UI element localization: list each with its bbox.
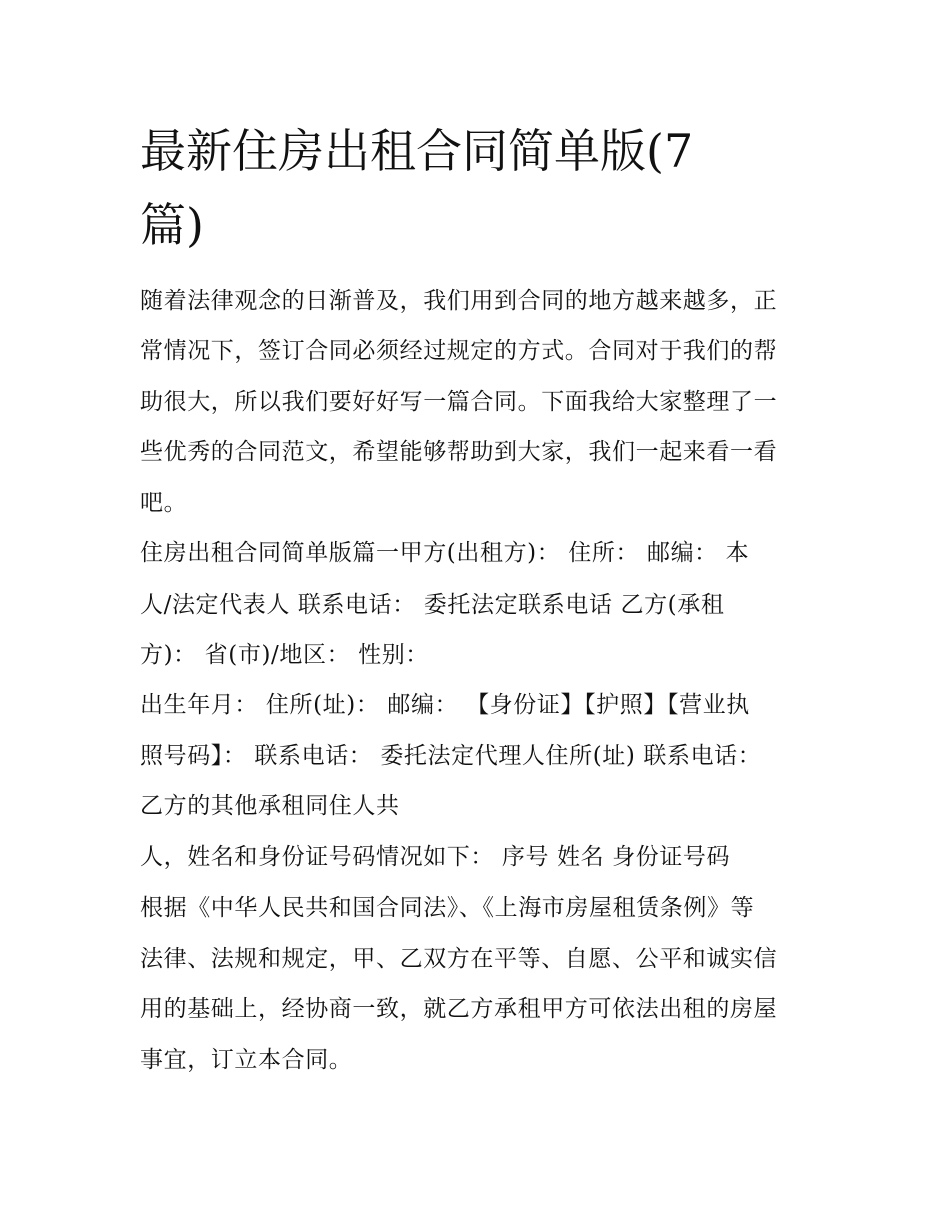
basis-line-3: 用的基础上，经协商一致，就乙方承租甲方可依法出租的房屋: [140, 996, 778, 1022]
basis-line-2: 法律、法规和规定，甲、乙双方在平等、自愿、公平和诚实信: [140, 946, 778, 972]
cotenant-line-1: 人，姓名和身份证号码情况如下： 序号 姓名 身份证号码: [140, 844, 731, 870]
document-title: [140, 114, 780, 262]
intro-line-1: 随着法律观念的日渐普及，我们用到合同的地方越来越多，正: [140, 288, 778, 314]
basis-line-4: 事宜，订立本合同。: [140, 1047, 353, 1073]
intro-line-4: 些优秀的合同范文，希望能够帮助到大家，我们一起来看一看: [140, 439, 778, 465]
intro-line-5: 吧。: [140, 490, 188, 516]
title-line-2: 篇): [140, 198, 204, 252]
intro-line-3: 助很大，所以我们要好好写一篇合同。下面我给大家整理了一: [140, 389, 778, 415]
party-a-line-3: 方)： 省(市)/地区： 性别：: [140, 642, 429, 668]
party-a-line-1: 住房出租合同简单版篇一甲方(出租方)： 住所： 邮编： 本: [140, 540, 750, 566]
party-b-line-2: 照号码】： 联系电话： 委托法定代理人住所(址) 联系电话：: [140, 743, 762, 769]
intro-line-2: 常情况下，签订合同必须经过规定的方式。合同对于我们的帮: [140, 338, 778, 364]
party-a-line-2: 人/法定代表人 联系电话： 委托法定联系电话 乙方(承租: [140, 592, 725, 618]
party-b-line-1: 出生年月： 住所(址)： 邮编： 【身份证】【护照】【营业执: [140, 692, 750, 718]
title-line-1: 最新住房出租合同简单版(7: [140, 124, 694, 178]
party-b-line-3: 乙方的其他承租同住人共: [140, 793, 400, 819]
basis-line-1: 根据《中华人民共和国合同法》、《上海市房屋租赁条例》等: [140, 895, 755, 921]
